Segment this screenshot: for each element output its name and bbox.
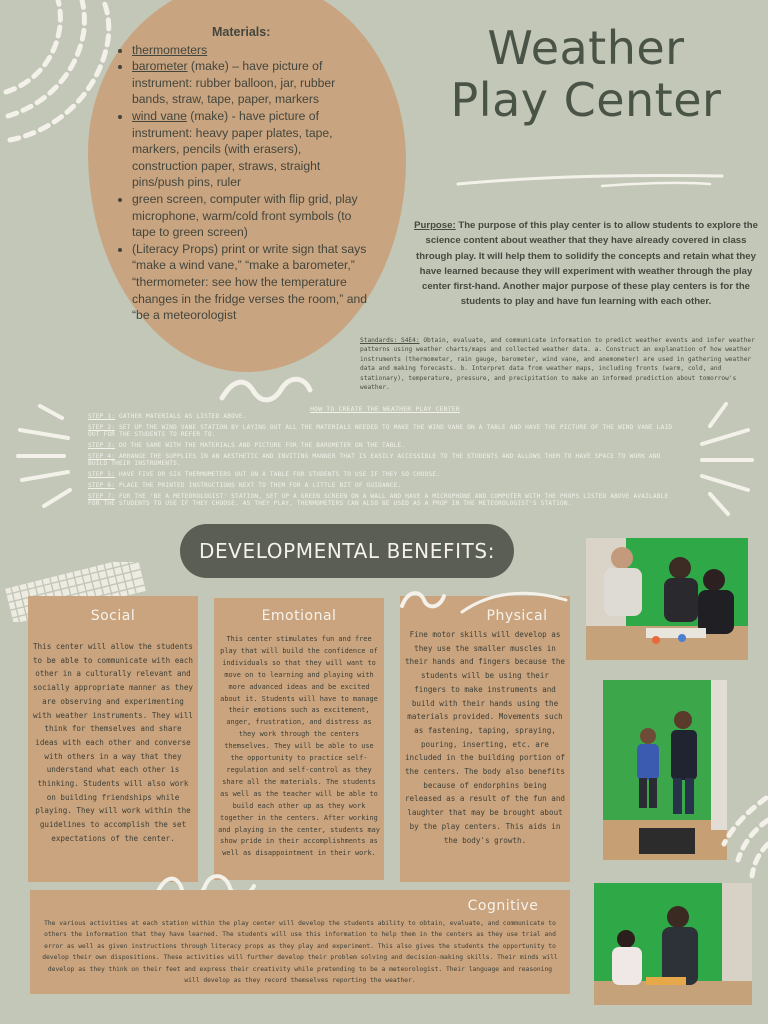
page-title: Weather Play Center (450, 21, 722, 127)
materials-link-barometer[interactable]: barometer (132, 59, 188, 74)
emotional-text: This center stimulates fun and free play that will build the confidence of individuals so that they will want to move on to learning and playing with more advanced ideas and be excited about it. Students will have to manage their emotions such as excitement, anger, frustration, and distress as they work through the centers themselves. They will be able to use the opportunity to practice self-regulation and self-control as they share all the materials. The students as well as the teacher will be able to build each other up as they work together in the centers. After working and playing in the center, students may show pride in their accomplishments as well as disappointment in their work. (218, 635, 380, 858)
materials-item: • green screen, computer with flip grid, play microphone, warm/cold front symbols (to tape to green screen) (132, 191, 370, 241)
social-title: Social (90, 608, 136, 624)
materials-section (118, 24, 370, 324)
materials-list (118, 42, 370, 324)
social-text: This center will allow the students to be able to communicate with each other in a culturally relevant and socially appropriate manner as they are observing and experimenting with weather instruments. They will think for themselves and share ideas with each other and converse with others in a way that they understand what each other is thinking. Students will also work on building friendships while playing. They will work within the guidelines to accomplish the set expectations of the center. (32, 642, 193, 843)
dashed-decoration-right (694, 790, 768, 880)
step-item: STEP 7: FOR THE 'BE A METEOROLOGIST' STATION, SET UP A GREEN SCREEN ON A WALL AND HAVE A MICROPHONE AND COMPUTER WITH THE PROPS LISTED ABOVE AVAILABLE FOR THE STUDENTS TO USE IF THEY CHOOSE. AS THEY PLAY, THERMOMETERS CAN ALSO BE USED AS A PROP IN THE METEOROLOGIST'S STATION. (88, 493, 669, 507)
standards-text: Standards: S4E4: Obtain, evaluate, and communicate information to predict weather events and infer weather patterns using weather charts/maps and collected weather data. a. Construct an explanation of how weather instruments (thermometer, rain gauge, barometer, wind vane, and anemometer) are used in gathering weather data and making forecasts. b. Interpret data from weather maps, including fronts (warm, cold, and stationary), temperature, pressure, and precipitation to make an informed prediction about tomorrow's weather. (360, 337, 755, 392)
cognitive-text: The various activities at each station within the play center will develop the students ability to obtain, evaluate, and communicate to others the information that they have learned. The students will use this information to help them in the centers as they use trial and error as well as given instructions through literacy props as they play and experiment. This also gives the students the opportunity to develop their own dispositions. These activities will further develop their problem solving and decision-making skills. Their minds will develop as they think on their feet and express their creativity while pretending to be a meteorologist. Their language and reasoning will develop as they record themselves reporting the weather. (42, 920, 558, 985)
cognitive-title: Cognitive (467, 898, 539, 914)
steps-title: HOW TO CREATE THE WEATHER PLAY CENTER (310, 405, 460, 413)
emotional-title: Emotional (261, 608, 337, 624)
physical-text: Fine motor skills will develop as they use the smaller muscles in their hands and fingers because the students will be using their fingers to make instruments and build with their hands using the materials provided. Movements such as fastening, taping, spraying, pouring, inserting, etc. are included in the building portion of the centers. The body also benefits because of endorphins being released as a result of the fun and laughter that may be brought about by the play centers. This aids in the body's growth. (404, 630, 565, 845)
step-item: STEP 1: GATHER MATERIALS AS LISTED ABOVE. (88, 413, 247, 420)
step-item: STEP 3: DO THE SAME WITH THE MATERIALS AND PICTURE FOR THE BAROMETER ON THE TABLE. (88, 442, 406, 449)
step-item: STEP 6: PLACE THE PRINTED INSTRUCTIONS NEXT TO THEM FOR A LITTLE BIT OF GUIDANCE. (88, 482, 402, 489)
materials-item: • (Literacy Props) print or write sign that says “make a wind vane,” “make a barometer,” “thermometer: see how the temperature changes in the fridge verses the room,” and “be a meteorologist (132, 241, 370, 324)
materials-link-thermometers[interactable]: thermometers (132, 42, 208, 57)
title-underline-decoration (452, 164, 732, 194)
classroom-photo-3 (594, 883, 752, 1005)
developmental-title: DEVELOPMENTAL BENEFITS: (198, 539, 496, 563)
steps-list (88, 413, 682, 511)
step-item: STEP 2: SET UP THE WIND VANE STATION BY LAYING OUT ALL THE MATERIALS NEEDED TO MAKE THE WIND VANE ON A TABLE AND HAVE THE PICTURE OF THE WIND VANE LAID OUT FOR THE STUDENTS TO REFER TO. (88, 424, 673, 438)
materials-item: • wind vane (make) - have picture of instrument: heavy paper plates, tape, markers, pencils (with erasers), construction paper, straws, straight pins/push pins, ruler (132, 108, 370, 191)
physical-title: Physical (486, 608, 548, 624)
step-item: STEP 5: HAVE FIVE OR SIX THERMOMETERS OUT ON A TABLE FOR STUDENTS TO USE IF THEY SO CHOOSE. (88, 471, 441, 478)
materials-link-wind-vane[interactable]: wind vane (132, 108, 187, 123)
squiggle-decoration (214, 368, 334, 408)
classroom-photo-1 (586, 538, 748, 660)
materials-item: • barometer (make) – have picture of instrument: rubber balloon, jar, rubber bands, straw, tape, paper, markers (132, 58, 370, 108)
rays-decoration-right (692, 400, 758, 518)
rays-decoration-left (14, 402, 84, 512)
curve-decoration-physical (456, 582, 576, 622)
materials-heading: Materials: (212, 25, 271, 39)
purpose-text: Purpose: The purpose of this play center is to allow students to explore the science content about weather that they have already covered in class through play. It will help them to solidify the concepts and retain what they have learned because they will experiment with weather through the play center first-hand. Another major purpose of these play centers is for the students to play and have fun learning with each other. (414, 220, 758, 308)
materials-item (132, 42, 370, 59)
step-item: STEP 4: ARRANGE THE SUPPLIES IN AN AESTHETIC AND INVITING MANNER THAT IS EASILY ACCESSIBLE TO THE STUDENTS AND ALLOWS THEM TO HAVE SPACE TO WORK AND BUILD THEIR INSTRUMENTS. (88, 453, 661, 467)
